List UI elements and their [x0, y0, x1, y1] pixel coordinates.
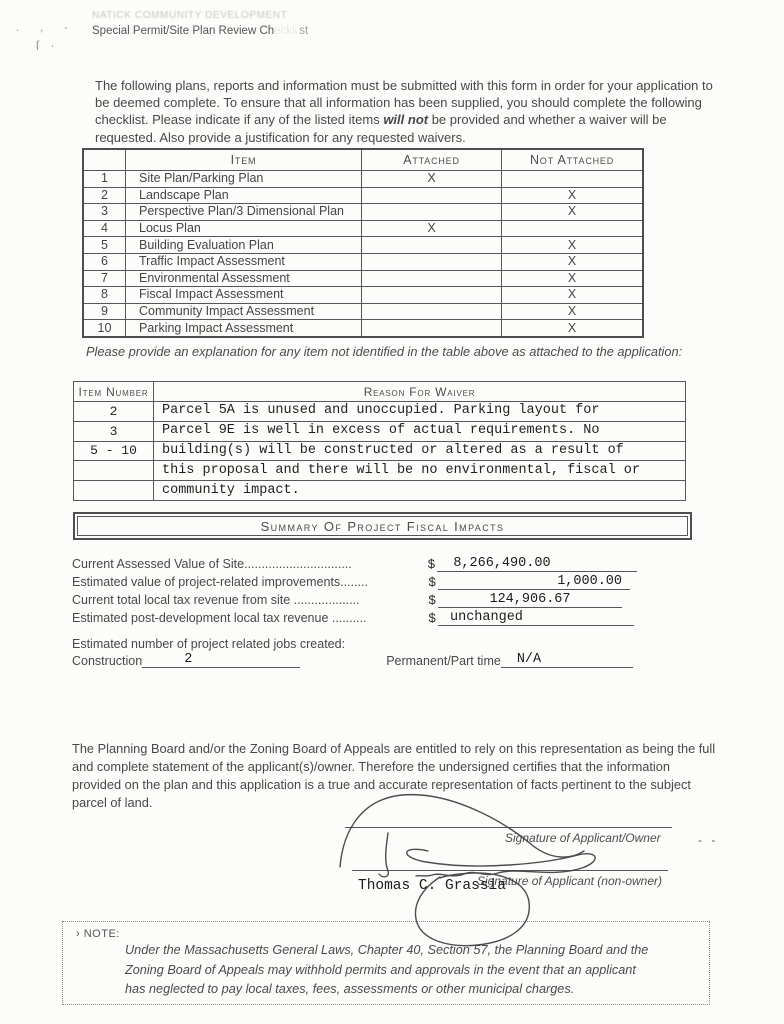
department-line: NATICK COMMUNITY DEVELOPMENT [92, 10, 288, 21]
checklist-header-attached: Attached [362, 149, 502, 171]
construction-jobs-value: 2 [142, 652, 300, 668]
fiscal-row [72, 572, 637, 590]
note-text: Under the Massachusetts General Laws, Chapter 40, Section 57, the Planning Board and the Zoning Board of Appeals may withhold permits and approvals in the event that an applicant has neglected to pay local taxes, fees, assessments or other municipal charges. [125, 943, 649, 996]
waiver-reason-text: building(s) will be constructed or altered as a result of [154, 441, 686, 461]
attached-mark: X [362, 220, 502, 237]
checklist-item-label: Landscape Plan [126, 187, 362, 204]
fiscal-summary-title: Summary Of Project Fiscal Impacts [77, 516, 688, 536]
not-attached-mark: X [502, 187, 644, 204]
waiver-row [74, 402, 686, 422]
form-title [92, 24, 308, 38]
checklist-item-label: Parking Impact Assessment [126, 320, 362, 337]
attached-mark [362, 204, 502, 221]
checklist-item-number: 6 [83, 253, 126, 270]
legal-note-box [62, 921, 710, 1005]
non-owner-signature-label: Signature of Applicant (non-owner) [477, 874, 662, 888]
checklist-item-label: Community Impact Assessment [126, 303, 362, 320]
checklist-item-label: Site Plan/Parking Plan [126, 171, 362, 188]
attached-mark [362, 237, 502, 254]
jobs-heading: Estimated number of project related jobs created: [72, 637, 346, 651]
checklist-item-label: Perspective Plan/3 Dimensional Plan [126, 204, 362, 221]
not-attached-mark: X [502, 270, 644, 287]
form-title-visible: Special Permit/Site Plan Review Ch [92, 25, 275, 37]
checklist-row [83, 270, 643, 287]
waiver-header-item-number: Item Number [74, 382, 154, 402]
not-attached-mark: X [502, 320, 644, 337]
form-title-tail: st [299, 25, 309, 37]
fiscal-label: Estimated post-development local tax revenue .......... [72, 611, 367, 625]
dollar-sign: $ [427, 557, 436, 572]
checklist-header-num [83, 149, 126, 171]
checklist-item-label: Building Evaluation Plan [126, 237, 362, 254]
waiver-row [74, 421, 686, 441]
not-attached-mark: X [502, 287, 644, 304]
waiver-row [74, 441, 686, 461]
checklist-item-label: Locus Plan [126, 220, 362, 237]
non-owner-signature-line [352, 870, 668, 871]
attached-mark [362, 270, 502, 287]
attached-mark [362, 253, 502, 270]
not-attached-mark [502, 171, 644, 188]
checklist-item-number: 4 [83, 220, 126, 237]
waiver-reason-text: Parcel 9E is well in excess of actual requirements. No [154, 421, 686, 441]
not-attached-mark: X [502, 204, 644, 221]
checklist-row [83, 204, 643, 221]
permanent-label: Permanent/Part time [386, 654, 501, 668]
checklist-row [83, 253, 643, 270]
waiver-header-row [74, 382, 686, 402]
checklist-row [83, 220, 643, 237]
checklist-row [83, 187, 643, 204]
dollar-sign: $ [428, 593, 436, 608]
permanent-jobs-value: N/A [501, 652, 633, 668]
waiver-item-number: 2 [74, 402, 154, 422]
construction-label: Construction [72, 654, 143, 668]
waiver-table [73, 381, 686, 501]
owner-signature-label: Signature of Applicant/Owner [505, 831, 661, 845]
fiscal-values-section [72, 554, 637, 626]
explanation-note: Please provide an explanation for any item not identified in the table above as attached to the application: [86, 343, 683, 359]
checklist-item-number: 7 [83, 270, 126, 287]
attached-mark [362, 320, 502, 337]
checklist-item-number: 3 [83, 204, 126, 221]
waiver-item-number [74, 481, 154, 501]
fiscal-summary-title-box [73, 512, 692, 540]
checklist-header-item: Item [126, 149, 362, 171]
dollar-sign: $ [428, 575, 436, 590]
checklist-table [82, 148, 644, 338]
scan-artifact-dashes: - - [698, 833, 719, 847]
checklist-item-number: 8 [83, 287, 126, 304]
note-heading [76, 928, 120, 940]
checklist-item-label: Fiscal Impact Assessment [126, 287, 362, 304]
checklist-item-number: 2 [83, 187, 126, 204]
checklist-item-label: Environmental Assessment [126, 270, 362, 287]
intro-paragraph [95, 77, 725, 146]
intro-text-before: The following plans, reports and information must be submitted with this form in order for your application to be deemed complete. To ensure that all information has been supplied, you should complete the following checklist. Please indicate if any of the listed items [95, 78, 713, 128]
dollar-sign: $ [428, 611, 436, 626]
waiver-header-reason: Reason For Waiver [154, 382, 686, 402]
owner-signature-line [345, 827, 672, 828]
not-attached-mark: X [502, 237, 644, 254]
fiscal-value: 1,000.00 [438, 574, 630, 590]
checklist-row [83, 287, 643, 304]
waiver-item-number: 3 [74, 421, 154, 441]
fiscal-row [72, 554, 637, 572]
waiver-item-number [74, 461, 154, 481]
attached-mark [362, 287, 502, 304]
checklist-header-row [83, 149, 643, 171]
waiver-row [74, 481, 686, 501]
fiscal-row [72, 590, 637, 608]
fiscal-row [72, 608, 637, 626]
waiver-reason-text: this proposal and there will be no environmental, fiscal or [154, 461, 686, 481]
waiver-row [74, 461, 686, 481]
intro-emphasis: will not [383, 112, 429, 128]
attached-mark [362, 187, 502, 204]
checklist-item-number: 1 [83, 171, 126, 188]
form-title-faded: eckli [274, 25, 298, 37]
fiscal-label: Current Assessed Value of Site............................... [72, 557, 352, 571]
checklist-row [83, 303, 643, 320]
form-header [92, 9, 308, 38]
attached-mark: X [362, 171, 502, 188]
typed-applicant-name: Thomas C. Grassia [358, 878, 506, 894]
intro-text-after: be provided and whether a waiver will be requested. Also provide a justification for any requested waivers. [95, 112, 667, 145]
waiver-reason-text: community impact. [154, 481, 686, 501]
checklist-item-label: Traffic Impact Assessment [126, 253, 362, 270]
waiver-item-number: 5 - 10 [74, 441, 154, 461]
fiscal-value: unchanged [438, 610, 634, 626]
checklist-row [83, 171, 643, 188]
fiscal-value: 124,906.67 [438, 592, 622, 608]
checklist-header-not-attached: Not Attached [502, 149, 644, 171]
jobs-row [72, 652, 633, 668]
scan-artifact-flourish: ſ · [36, 38, 59, 53]
fiscal-value: 8,266,490.00 [437, 556, 637, 572]
scan-artifact-marks: . , - [16, 22, 77, 34]
not-attached-mark [502, 220, 644, 237]
not-attached-mark: X [502, 253, 644, 270]
not-attached-mark: X [502, 303, 644, 320]
fiscal-label: Estimated value of project-related improvements........ [72, 575, 368, 589]
certification-paragraph: The Planning Board and/or the Zoning Board of Appeals are entitled to rely on this representation as being the full and complete statement of the applicant(s)/owner. Therefore the undersigned certifies that the information provided on the plan and this application is a true and accurate representation of facts pertinent to the subject parcel of land. [72, 740, 716, 810]
attached-mark [362, 303, 502, 320]
fiscal-label: Current total local tax revenue from site ................... [72, 593, 360, 607]
checklist-item-number: 10 [83, 320, 126, 337]
waiver-reason-text: Parcel 5A is unused and unoccupied. Parking layout for [154, 402, 686, 422]
checklist-row [83, 320, 643, 337]
checklist-item-number: 9 [83, 303, 126, 320]
checklist-item-number: 5 [83, 237, 126, 254]
checklist-row [83, 237, 643, 254]
note-label: NOTE: [83, 928, 120, 940]
note-marker-icon: › [76, 928, 81, 940]
